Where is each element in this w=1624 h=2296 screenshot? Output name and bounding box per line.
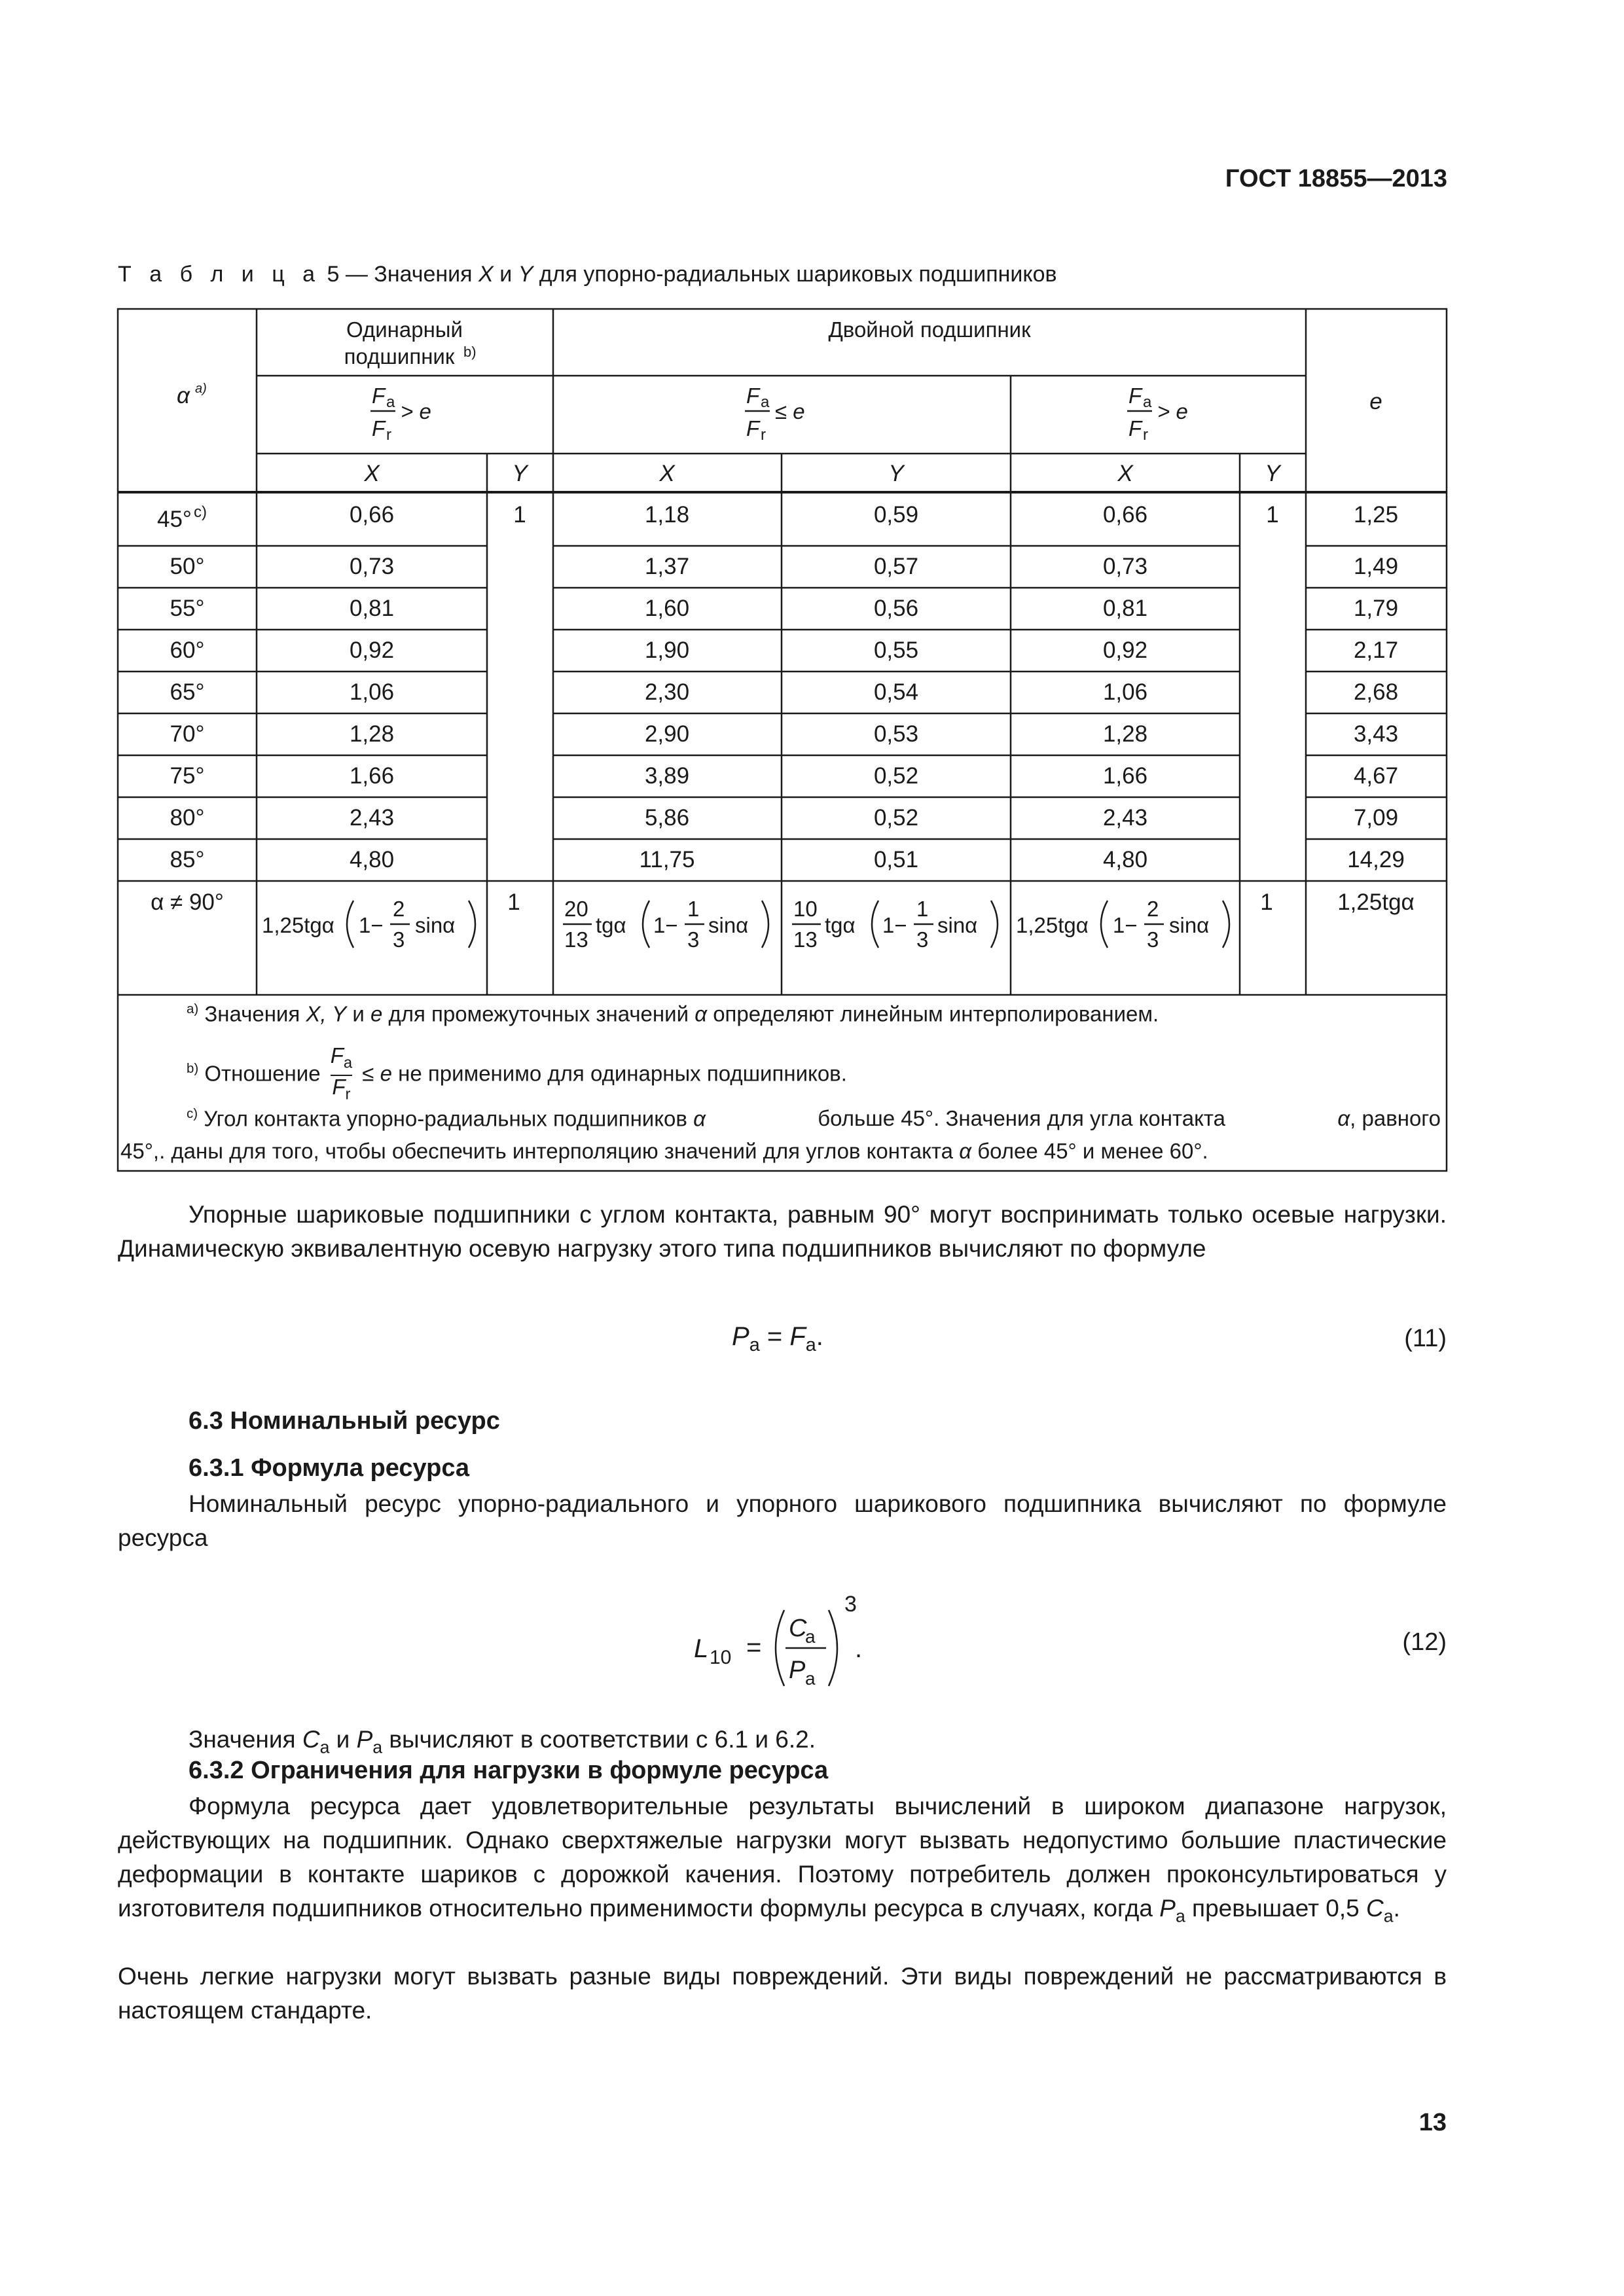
svg-text:.: . bbox=[855, 1634, 863, 1663]
col-y: Y bbox=[888, 461, 904, 486]
alpha-header: α bbox=[177, 383, 190, 408]
cell-e: 14,29 bbox=[1347, 847, 1405, 872]
svg-text:C: C bbox=[789, 1615, 807, 1642]
formula-double-y bbox=[792, 897, 998, 952]
svg-text:10: 10 bbox=[793, 897, 818, 921]
table-row bbox=[157, 502, 1398, 532]
document-standard-number: ГОСТ 18855—2013 bbox=[1225, 165, 1447, 192]
cell-x1: 4,80 bbox=[349, 847, 395, 872]
row-alpha: 80° bbox=[170, 805, 205, 831]
svg-text:13: 13 bbox=[564, 927, 588, 952]
paragraph-axial-bearings: Упорные шариковые подшипники с углом контакта, равным 90° могут воспринимать только осевые нагрузки. Динамическую эквивалентную осевую нагрузку этого типа подшипников вычисляют по формуле bbox=[118, 1201, 1447, 1262]
svg-text:P: P bbox=[789, 1657, 806, 1684]
cell-x3: 0,81 bbox=[1102, 596, 1148, 621]
row-alpha: 50° bbox=[170, 554, 205, 579]
cell-y1: 1 bbox=[513, 502, 526, 528]
cell-y3-general: 1 bbox=[1260, 889, 1273, 915]
paragraph-rating-life: Номинальный ресурс упорно-радиального и упорного шарикового подшипника вычисляют по формуле ресурса bbox=[118, 1490, 1447, 1551]
col-x: X bbox=[364, 461, 380, 486]
svg-text:10: 10 bbox=[710, 1647, 732, 1668]
frac-den-sub: r bbox=[1143, 426, 1148, 444]
svg-text:1,25tgα: 1,25tgα bbox=[1016, 913, 1089, 937]
heading-6-3-1: 6.3.1 Формула ресурса bbox=[189, 1454, 470, 1482]
cell-x1: 0,66 bbox=[349, 502, 395, 528]
table-caption-x: X bbox=[478, 262, 494, 287]
equation-11: $P_a = F_a$. bbox=[732, 1322, 823, 1356]
condition-gt: > e bbox=[401, 399, 431, 423]
row-alpha-general: α ≠ 90° bbox=[151, 889, 224, 915]
cell-y2: 0,54 bbox=[873, 679, 919, 705]
frac-den: F bbox=[746, 416, 760, 440]
cell-y1-general: 1 bbox=[507, 889, 520, 915]
frac-num-sub: a bbox=[761, 393, 770, 411]
svg-text:2: 2 bbox=[1147, 897, 1159, 921]
svg-text:1−: 1− bbox=[1113, 913, 1138, 937]
cell-x3: 0,66 bbox=[1102, 502, 1148, 528]
cell-x1: 0,92 bbox=[349, 637, 395, 663]
col-x: X bbox=[1117, 461, 1133, 486]
row-alpha: 55° bbox=[170, 596, 205, 621]
cell-x1: 2,43 bbox=[349, 805, 395, 831]
cell-e-general: 1,25tgα bbox=[1337, 889, 1415, 915]
double-bearing-header: Двойной подшипник bbox=[828, 317, 1031, 342]
frac-den: F bbox=[372, 416, 386, 440]
table-row bbox=[170, 847, 1405, 872]
svg-text:3: 3 bbox=[687, 927, 700, 952]
cell-x2: 1,90 bbox=[644, 637, 690, 663]
svg-text:3: 3 bbox=[844, 1592, 857, 1617]
cell-y2: 0,52 bbox=[873, 805, 919, 831]
cell-e: 3,43 bbox=[1353, 721, 1399, 747]
svg-text:1−: 1− bbox=[653, 913, 678, 937]
e-header: e bbox=[1369, 389, 1382, 414]
cell-x3: 0,92 bbox=[1102, 637, 1148, 663]
row-alpha: 85° bbox=[170, 847, 205, 872]
frac-num-sub: a bbox=[1143, 393, 1152, 411]
frac-den: F bbox=[1128, 416, 1142, 440]
paragraph-values: Значения $C_a$ и $P_a$ вычисляют в соответствии с 6.1 и 6.2. bbox=[189, 1726, 816, 1757]
table-caption-number: 5 — Значения bbox=[327, 262, 473, 287]
equation-12-number: (12) bbox=[1402, 1628, 1447, 1656]
condition-double-gt bbox=[1127, 384, 1188, 444]
cell-x3: 1,06 bbox=[1102, 679, 1148, 705]
svg-text:1: 1 bbox=[687, 897, 700, 921]
svg-text:3: 3 bbox=[1147, 927, 1159, 952]
table-row bbox=[170, 596, 1399, 621]
cell-y2: 0,56 bbox=[873, 596, 919, 621]
paragraph-light-loads: Очень легкие нагрузки могут вызвать разные виды повреждений. Эти виды повреждений не рассматриваются в настоящем стандарте. bbox=[118, 1963, 1447, 2024]
cell-x2: 1,18 bbox=[644, 502, 690, 528]
svg-text:1,25tgα: 1,25tgα bbox=[262, 913, 334, 937]
cell-x1: 0,73 bbox=[349, 554, 395, 579]
cell-x3: 1,28 bbox=[1102, 721, 1148, 747]
table-row bbox=[170, 554, 1399, 579]
svg-text:3: 3 bbox=[393, 927, 405, 952]
formula-double-x bbox=[563, 897, 768, 952]
cell-x2: 2,30 bbox=[644, 679, 690, 705]
frac-den-sub: r bbox=[386, 426, 391, 444]
cell-e: 1,79 bbox=[1353, 596, 1399, 621]
frac-den-sub: r bbox=[761, 426, 766, 444]
svg-text:sinα: sinα bbox=[415, 913, 456, 937]
single-bearing-note: b) bbox=[463, 344, 477, 360]
svg-text:sinα: sinα bbox=[708, 913, 749, 937]
table-caption-y: Y bbox=[518, 262, 533, 287]
table-row bbox=[170, 805, 1399, 831]
cell-e: 4,67 bbox=[1353, 763, 1399, 789]
cell-e: 1,49 bbox=[1353, 554, 1399, 579]
row-alpha: 45° bbox=[157, 507, 192, 532]
cell-y2: 0,52 bbox=[873, 763, 919, 789]
svg-text:sinα: sinα bbox=[937, 913, 978, 937]
svg-text:3: 3 bbox=[916, 927, 929, 952]
page-number: 13 bbox=[1418, 2109, 1447, 2136]
cell-y3: 1 bbox=[1266, 502, 1279, 528]
cell-x1: 0,81 bbox=[349, 596, 395, 621]
cell-x2: 11,75 bbox=[639, 847, 695, 872]
table-row bbox=[170, 763, 1399, 789]
row-alpha-note: c) bbox=[194, 503, 207, 521]
col-y: Y bbox=[512, 461, 528, 486]
cell-x2: 1,60 bbox=[644, 596, 690, 621]
svg-text:1−: 1− bbox=[882, 913, 907, 937]
row-alpha: 65° bbox=[170, 679, 205, 705]
svg-text:1: 1 bbox=[916, 897, 929, 921]
cell-y2: 0,57 bbox=[873, 554, 919, 579]
table-caption-rest: для упорно-радиальных шариковых подшипников bbox=[539, 262, 1057, 287]
single-bearing-header-2: подшипник bbox=[344, 344, 455, 368]
condition-single bbox=[370, 384, 431, 444]
cell-y2: 0,51 bbox=[873, 847, 919, 872]
equation-11-number: (11) bbox=[1404, 1325, 1447, 1352]
cell-x2: 1,37 bbox=[644, 554, 690, 579]
formula-double-x-gt bbox=[1016, 897, 1229, 952]
svg-text:a: a bbox=[805, 1668, 816, 1689]
alpha-header-note: a) bbox=[195, 382, 207, 396]
condition-gt: > e bbox=[1157, 399, 1188, 423]
col-y: Y bbox=[1265, 461, 1280, 486]
frac-num: F bbox=[746, 384, 760, 408]
row-alpha: 75° bbox=[170, 763, 205, 789]
table-caption-and: и bbox=[499, 262, 513, 287]
table-row bbox=[170, 637, 1399, 663]
heading-6-3-2: 6.3.2 Ограничения для нагрузки в формуле ресурса bbox=[189, 1757, 829, 1784]
equation-12 bbox=[681, 1584, 903, 1702]
table-note-c: $^{c)}$ Угол контакта упорно-радиальных подшипников α больше 45°. Значения для угла контакта α, равного bbox=[187, 1106, 1441, 1131]
cell-x3: 1,66 bbox=[1102, 763, 1148, 789]
single-bearing-header-1: Одинарный bbox=[346, 317, 463, 342]
cell-y2: 0,55 bbox=[873, 637, 919, 663]
svg-text:tgα: tgα bbox=[596, 913, 626, 937]
row-alpha: 60° bbox=[170, 637, 205, 663]
svg-text:13: 13 bbox=[793, 927, 818, 952]
cell-x3: 4,80 bbox=[1102, 847, 1148, 872]
table-row bbox=[170, 721, 1399, 747]
row-alpha: 70° bbox=[170, 721, 205, 747]
col-x: X bbox=[659, 461, 675, 486]
table-caption-prefix: Т а б л и ц а bbox=[118, 262, 321, 287]
cell-y2: 0,59 bbox=[873, 502, 919, 528]
cell-e: 7,09 bbox=[1353, 805, 1399, 831]
svg-text:sinα: sinα bbox=[1169, 913, 1210, 937]
cell-x1: 1,28 bbox=[349, 721, 395, 747]
paragraph-load-limits: Формула ресурса дает удовлетворительные результаты вычислений в широком диапазоне нагрузок, действующих на подшипник. Однако сверхтяжелые нагрузки могут вызвать недопустимо большие пластические деформации в контакте шариков с дорожкой качения. Поэтому потребитель должен проконсультироваться у изготовителя подшипников относительно применимости формулы ресурса в случаях, когда $P_a$ превышает 0,5 $C_a$. bbox=[118, 1793, 1447, 1926]
svg-text:L: L bbox=[694, 1634, 709, 1663]
condition-double-le bbox=[745, 384, 805, 444]
cell-x2: 5,86 bbox=[644, 805, 690, 831]
cell-x1: 1,06 bbox=[349, 679, 395, 705]
frac-num: F bbox=[1128, 384, 1142, 408]
svg-text:=: = bbox=[746, 1633, 762, 1662]
frac-num-sub: a bbox=[386, 393, 395, 411]
cell-e: 1,25 bbox=[1353, 502, 1399, 528]
cell-x1: 1,66 bbox=[349, 763, 395, 789]
table-row bbox=[170, 679, 1399, 705]
table-note-a: $^{a)}$ Значения X, Y и e для промежуточных значений α определяют линейным интерполированием. bbox=[187, 1001, 1159, 1026]
cell-e: 2,17 bbox=[1353, 637, 1399, 663]
heading-6-3: 6.3 Номинальный ресурс bbox=[189, 1407, 500, 1435]
condition-le: ≤ e bbox=[775, 399, 805, 423]
cell-x3: 0,73 bbox=[1102, 554, 1148, 579]
cell-x3: 2,43 bbox=[1102, 805, 1148, 831]
table-row-formula bbox=[151, 889, 1415, 952]
svg-text:tgα: tgα bbox=[825, 913, 856, 937]
frac-num: F bbox=[372, 384, 386, 408]
formula-single-x bbox=[262, 897, 475, 952]
table-note-b: $^{b)}$ Отношение $\frac{F_a}{F_r}$ ≤ e не применимо для одинарных подшипников. bbox=[187, 1043, 847, 1103]
table-note-c-line2: 45°,. даны для того, чтобы обеспечить интерполяцию значений для углов контакта α более 45° и менее 60°. bbox=[120, 1139, 1208, 1163]
svg-text:a: a bbox=[805, 1626, 816, 1647]
svg-text:20: 20 bbox=[564, 897, 588, 921]
cell-x2: 2,90 bbox=[644, 721, 690, 747]
svg-text:2: 2 bbox=[393, 897, 405, 921]
svg-text:1−: 1− bbox=[359, 913, 384, 937]
cell-y2: 0,53 bbox=[873, 721, 919, 747]
cell-e: 2,68 bbox=[1353, 679, 1399, 705]
cell-x2: 3,89 bbox=[644, 763, 690, 789]
